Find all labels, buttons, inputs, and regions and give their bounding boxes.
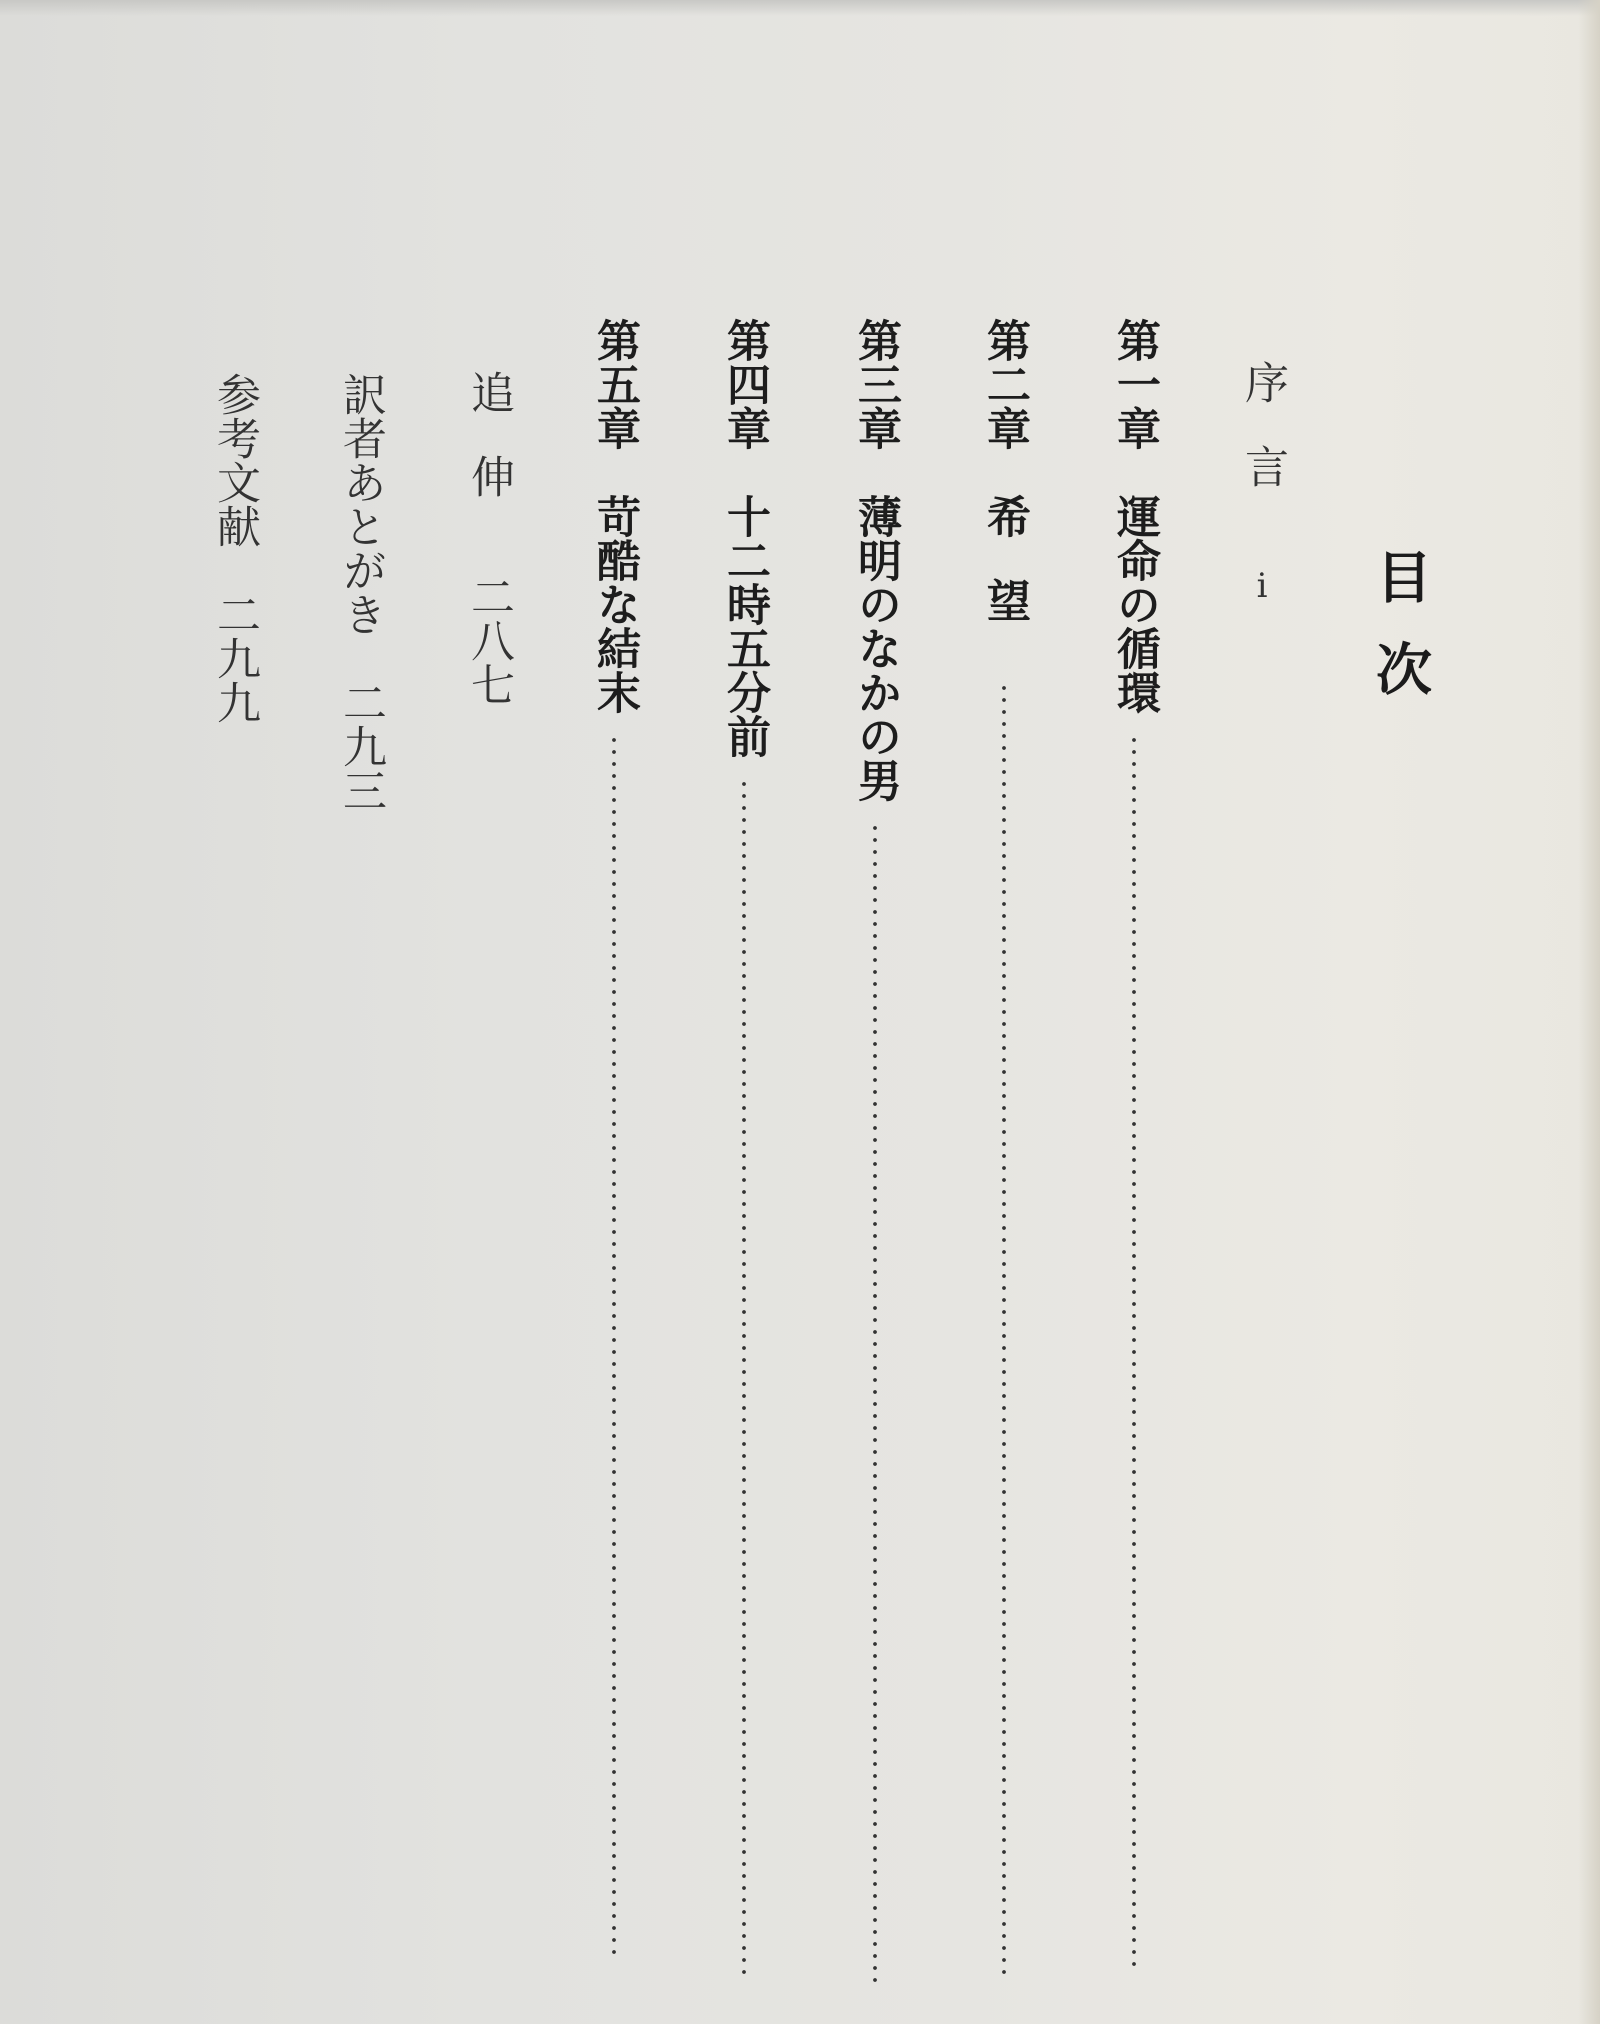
toc-entry-chapter-1 xyxy=(1104,318,1164,1974)
toc-entry-postscript xyxy=(458,370,518,706)
chapter-3-title: 薄明のなかの男 xyxy=(850,494,901,802)
preface-label: 序言 xyxy=(1237,360,1288,528)
chapter-4-number: 第四章 xyxy=(719,318,770,450)
chapter-4-leader-dots xyxy=(741,778,747,1978)
chapter-1-number: 第一章 xyxy=(1109,318,1160,450)
chapter-2-number: 第二章 xyxy=(979,318,1030,450)
chapter-2-leader-dots xyxy=(1001,682,1007,1982)
preface-page: i xyxy=(1256,566,1268,606)
toc-title-text: 目次 xyxy=(1367,548,1433,732)
toc-title xyxy=(1367,548,1433,736)
chapter-5-leader-dots xyxy=(611,734,617,1954)
chapter-3-leader-dots xyxy=(872,822,878,1982)
afterword-label: 訳者あとがき xyxy=(335,372,386,636)
toc-entry-chapter-2 xyxy=(974,318,1034,1982)
toc-entry-preface xyxy=(1232,360,1292,606)
afterword-page: 二九三 xyxy=(335,680,386,812)
chapter-2-title: 希望 xyxy=(979,494,1030,662)
page-top-shadow xyxy=(0,0,1600,16)
toc-entry-bibliography xyxy=(204,372,264,724)
chapter-1-leader-dots xyxy=(1131,734,1137,1974)
chapter-5-title: 苛酷な結末 xyxy=(589,494,640,714)
toc-entry-chapter-4 xyxy=(714,318,774,1978)
toc-entry-chapter-5 xyxy=(584,318,644,1954)
postscript-page: 二八七 xyxy=(463,574,514,706)
toc-entry-chapter-3 xyxy=(845,318,905,1982)
bibliography-label: 参考文献 xyxy=(209,372,260,548)
bibliography-page: 二九九 xyxy=(209,592,260,724)
chapter-5-number: 第五章 xyxy=(589,318,640,450)
postscript-label: 追伸 xyxy=(463,370,514,538)
chapter-1-title: 運命の循環 xyxy=(1109,494,1160,714)
chapter-3-number: 第三章 xyxy=(850,318,901,450)
chapter-4-title: 十二時五分前 xyxy=(719,494,770,758)
page-edge xyxy=(1578,0,1600,2024)
toc-entry-translator-afterword xyxy=(330,372,390,812)
